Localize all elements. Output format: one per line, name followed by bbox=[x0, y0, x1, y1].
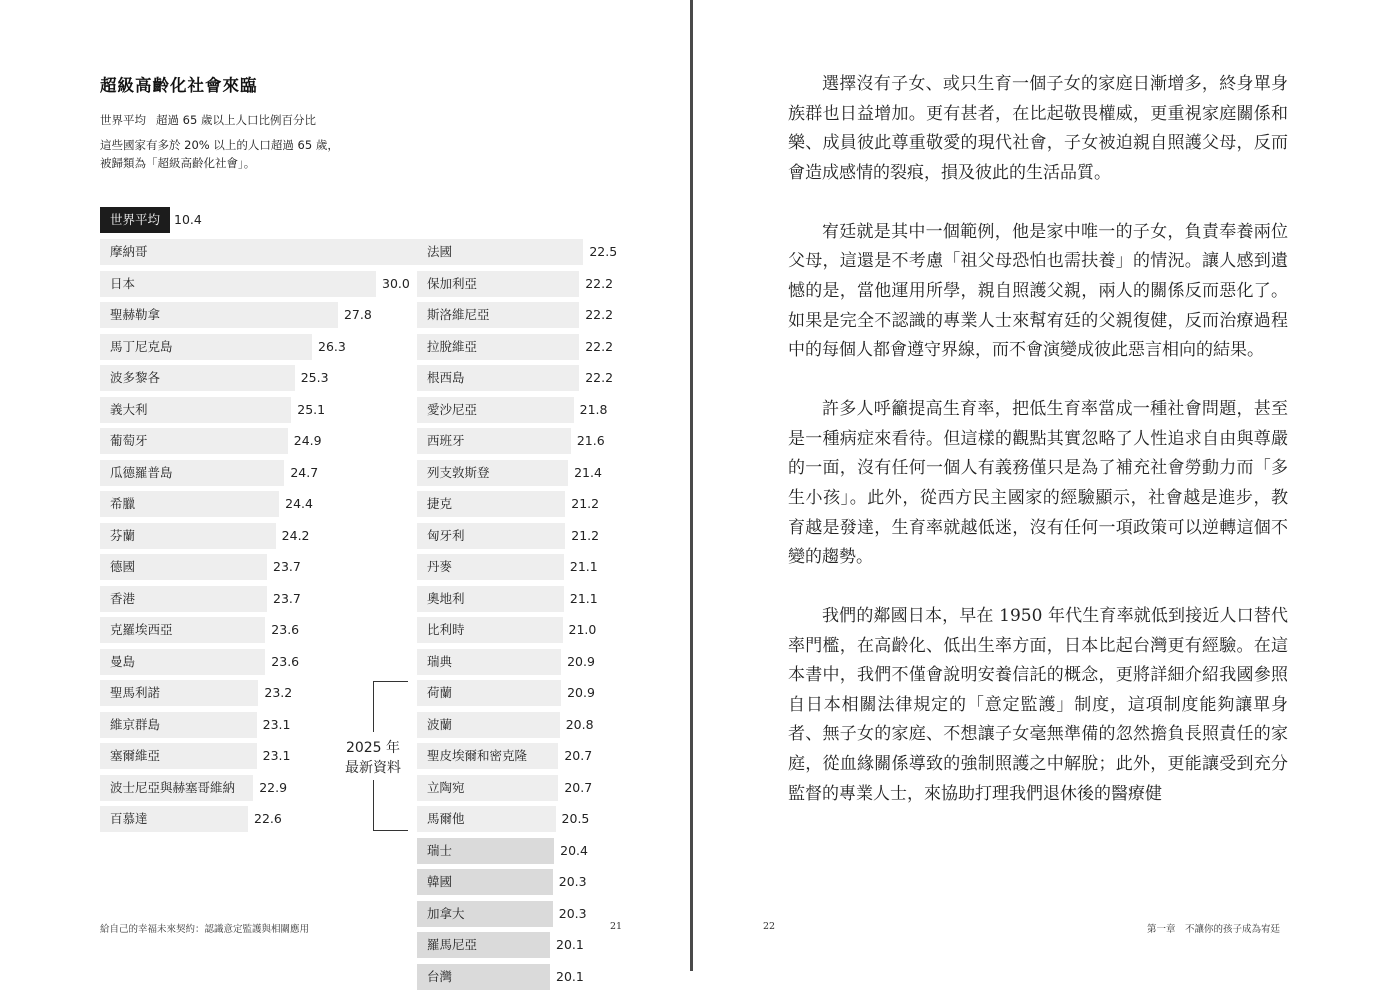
bar-丹麥: 丹麥 bbox=[417, 554, 564, 580]
bar-value-羅馬尼亞: 20.1 bbox=[556, 937, 584, 952]
subtitle-desc: 超過 65 歲以上人口比例百分比 bbox=[156, 113, 316, 127]
paragraph: 宥廷就是其中一個範例，他是家中唯一的子女，負責奉養兩位父母，這還是不考慮「祖父母恐怕也需扶養」的情況。讓人感到遺憾的是，當他運用所學，親自照護父親，兩人的關係反而惡化了。如果是完全不認識的專業人士來幫宥廷的父親復健，反而治療過程中的每個人都會遵守界線，而不會演變成彼此惡言相向的結果。 bbox=[788, 221, 1288, 361]
bar-value-台灣: 20.1 bbox=[556, 968, 584, 984]
bar-摩納哥: 摩納哥 bbox=[100, 239, 480, 265]
bar-value-聖馬利諾: 23.2 bbox=[264, 685, 293, 700]
bar-葡萄牙: 葡萄牙 bbox=[100, 428, 288, 454]
bar-斯洛維尼亞: 斯洛維尼亞 bbox=[417, 302, 579, 328]
bar-瑞士: 瑞士 bbox=[417, 838, 554, 864]
bar-value-葡萄牙: 24.9 bbox=[293, 433, 322, 448]
bar-馬丁尼克島: 馬丁尼克島 bbox=[100, 334, 312, 360]
footer-page-number-left: 21 bbox=[610, 921, 623, 932]
paragraph: 許多人呼籲提高生育率，把低生育率當成一種社會問題，甚至是一種病症來看待。但這樣的觀點其實忽略了人性追求自由與尊嚴的一面，沒有任何一個人有義務僅只是為了補充社會勞動力而「多生小孩」。此外，從西方民主國家的經驗顯示，社會越是進步，教育越是發達，生育率就越低迷，沒有任何一項政策可以逆轉這個不變的趨勢。 bbox=[788, 399, 1288, 568]
bar-拉脫維亞: 拉脫維亞 bbox=[417, 334, 579, 360]
left-page bbox=[0, 0, 691, 984]
bar-維京群島: 維京群島 bbox=[100, 712, 257, 738]
chart-title: 超級高齡化社會來臨 bbox=[100, 76, 258, 95]
bar-value-西班牙: 21.6 bbox=[576, 433, 605, 448]
bar-匈牙利: 匈牙利 bbox=[417, 523, 565, 549]
bar-value-瓜德羅普島: 24.7 bbox=[290, 464, 319, 480]
footer-page-number-right: 22 bbox=[763, 921, 776, 932]
bar-value-德國: 23.7 bbox=[273, 559, 301, 574]
bracket-top bbox=[373, 681, 408, 732]
bar-value-匈牙利: 21.2 bbox=[571, 527, 600, 543]
bar-馬爾他: 馬爾他 bbox=[417, 806, 556, 832]
footer-chapter-title: 第一章 不讓你的孩子成為宥廷 bbox=[1147, 924, 1281, 935]
bar-value-百慕達: 22.6 bbox=[254, 811, 282, 826]
bar-value-義大利: 25.1 bbox=[297, 401, 326, 417]
bar-value-立陶宛: 20.7 bbox=[564, 779, 593, 795]
bar-波多黎各: 波多黎各 bbox=[100, 365, 295, 391]
bar-荷蘭: 荷蘭 bbox=[417, 680, 561, 706]
bar-義大利: 義大利 bbox=[100, 397, 291, 423]
footer-book-title: 給自己的幸福未來契約：認識意定監護與相關應用 bbox=[100, 924, 310, 935]
bar-曼島: 曼島 bbox=[100, 649, 265, 675]
bar-value-波多黎各: 25.3 bbox=[300, 370, 329, 385]
bar-百慕達: 百慕達 bbox=[100, 806, 248, 832]
subtitle-label: 世界平均 bbox=[100, 113, 146, 127]
bar-聖赫勒拿: 聖赫勒拿 bbox=[100, 302, 338, 328]
bar-奧地利: 奧地利 bbox=[417, 586, 564, 612]
world-average-label: 世界平均 bbox=[100, 207, 170, 233]
bar-value-克羅埃西亞: 23.6 bbox=[271, 622, 300, 637]
bar-value-拉脫維亞: 22.2 bbox=[585, 338, 614, 354]
bar-列支敦斯登: 列支敦斯登 bbox=[417, 460, 568, 486]
bar-value-波蘭: 20.8 bbox=[565, 716, 594, 732]
bar-value-波士尼亞與赫塞哥維納: 22.9 bbox=[259, 779, 288, 795]
bar-瑞典: 瑞典 bbox=[417, 649, 561, 675]
bar-value-日本: 30.0 bbox=[382, 275, 410, 291]
bar-捷克: 捷克 bbox=[417, 491, 565, 517]
bar-愛沙尼亞: 愛沙尼亞 bbox=[417, 397, 574, 423]
bar-保加利亞: 保加利亞 bbox=[417, 271, 579, 297]
bar-value-比利時: 21.0 bbox=[568, 622, 597, 637]
bar-香港: 香港 bbox=[100, 586, 267, 612]
right-page-body bbox=[788, 70, 1288, 839]
bar-克羅埃西亞: 克羅埃西亞 bbox=[100, 617, 265, 643]
bar-加拿大: 加拿大 bbox=[417, 901, 553, 927]
bar-value-瑞典: 20.9 bbox=[567, 653, 595, 669]
bar-波士尼亞與赫塞哥維納: 波士尼亞與赫塞哥維納 bbox=[100, 775, 253, 801]
bar-value-根西島: 22.2 bbox=[585, 370, 614, 385]
world-average-value: 10.4 bbox=[174, 212, 202, 227]
bar-波蘭: 波蘭 bbox=[417, 712, 560, 738]
bar-value-塞爾維亞: 23.1 bbox=[262, 748, 291, 763]
bracket-bottom bbox=[373, 780, 408, 831]
bar-value-保加利亞: 22.2 bbox=[585, 275, 614, 291]
bar-value-聖皮埃爾和密克隆: 20.7 bbox=[564, 748, 593, 763]
bar-value-馬丁尼克島: 26.3 bbox=[318, 338, 346, 354]
bar-芬蘭: 芬蘭 bbox=[100, 523, 276, 549]
bar-value-聖赫勒拿: 27.8 bbox=[343, 307, 372, 322]
bar-value-捷克: 21.2 bbox=[571, 496, 600, 511]
chart-note-line-2: 被歸類為「超級高齡化社會」。 bbox=[100, 156, 256, 170]
bar-台灣: 台灣 bbox=[417, 964, 550, 990]
bar-瓜德羅普島: 瓜德羅普島 bbox=[100, 460, 284, 486]
bar-value-斯洛維尼亞: 22.2 bbox=[585, 307, 614, 322]
bar-value-曼島: 23.6 bbox=[271, 653, 300, 669]
bar-value-維京群島: 23.1 bbox=[262, 716, 291, 732]
bar-西班牙: 西班牙 bbox=[417, 428, 571, 454]
bar-法國: 法國 bbox=[417, 239, 583, 265]
bar-value-芬蘭: 24.2 bbox=[281, 527, 310, 543]
bar-value-丹麥: 21.1 bbox=[569, 559, 598, 574]
paragraph: 選擇沒有子女、或只生育一個子女的家庭日漸增多，終身單身族群也日益增加。更有甚者，在比起敬畏權威，更重視家庭關係和樂、成員彼此尊重敬愛的現代社會，子女被迫親自照護父母，反而會造成感情的裂痕，損及彼此的生活品質。 bbox=[788, 74, 1288, 183]
bar-value-韓國: 20.3 bbox=[558, 874, 587, 889]
bar-value-瑞士: 20.4 bbox=[560, 842, 588, 858]
bar-value-愛沙尼亞: 21.8 bbox=[579, 401, 608, 417]
book-spine bbox=[690, 0, 693, 971]
bracket-label-year: 2025 年 bbox=[345, 740, 401, 756]
chart-subtitle bbox=[100, 112, 316, 128]
bar-希臘: 希臘 bbox=[100, 491, 279, 517]
bracket-label-note: 最新資料 bbox=[345, 760, 401, 776]
chart-note-line-1: 這些國家有多於 20% 以上的人口超過 65 歲， bbox=[100, 138, 339, 152]
bar-value-法國: 22.5 bbox=[589, 244, 618, 259]
bar-根西島: 根西島 bbox=[417, 365, 579, 391]
bar-value-奧地利: 21.1 bbox=[569, 590, 598, 606]
bar-聖皮埃爾和密克隆: 聖皮埃爾和密克隆 bbox=[417, 743, 558, 769]
bar-value-加拿大: 20.3 bbox=[558, 905, 587, 921]
bar-塞爾維亞: 塞爾維亞 bbox=[100, 743, 257, 769]
paragraph: 我們的鄰國日本，早在 1950 年代生育率就低到接近人口替代率門檻，在高齡化、低出生率方面，日本比起台灣更有經驗。在這本書中，我們不僅會說明安養信託的概念，更將詳細介紹我國參照自日本相關法律規定的「意定監護」制度，這項制度能夠讓單身者、無子女的家庭、不想讓子女毫無準備的忽然擔負長照責任的家庭，從血緣關係導致的強制照護之中解脫；此外，更能讓受到充分監督的專業人士，來協助打理我們退休後的醫療健 bbox=[788, 606, 1288, 804]
bar-德國: 德國 bbox=[100, 554, 267, 580]
bar-日本: 日本 bbox=[100, 271, 376, 297]
bar-value-香港: 23.7 bbox=[273, 590, 301, 606]
bar-value-希臘: 24.4 bbox=[285, 496, 313, 511]
bar-立陶宛: 立陶宛 bbox=[417, 775, 558, 801]
bar-韓國: 韓國 bbox=[417, 869, 553, 895]
bar-value-列支敦斯登: 21.4 bbox=[574, 464, 602, 480]
bar-聖馬利諾: 聖馬利諾 bbox=[100, 680, 258, 706]
bar-value-荷蘭: 20.9 bbox=[567, 685, 595, 700]
bar-比利時: 比利時 bbox=[417, 617, 563, 643]
bar-value-馬爾他: 20.5 bbox=[561, 811, 590, 826]
bar-羅馬尼亞: 羅馬尼亞 bbox=[417, 932, 550, 958]
